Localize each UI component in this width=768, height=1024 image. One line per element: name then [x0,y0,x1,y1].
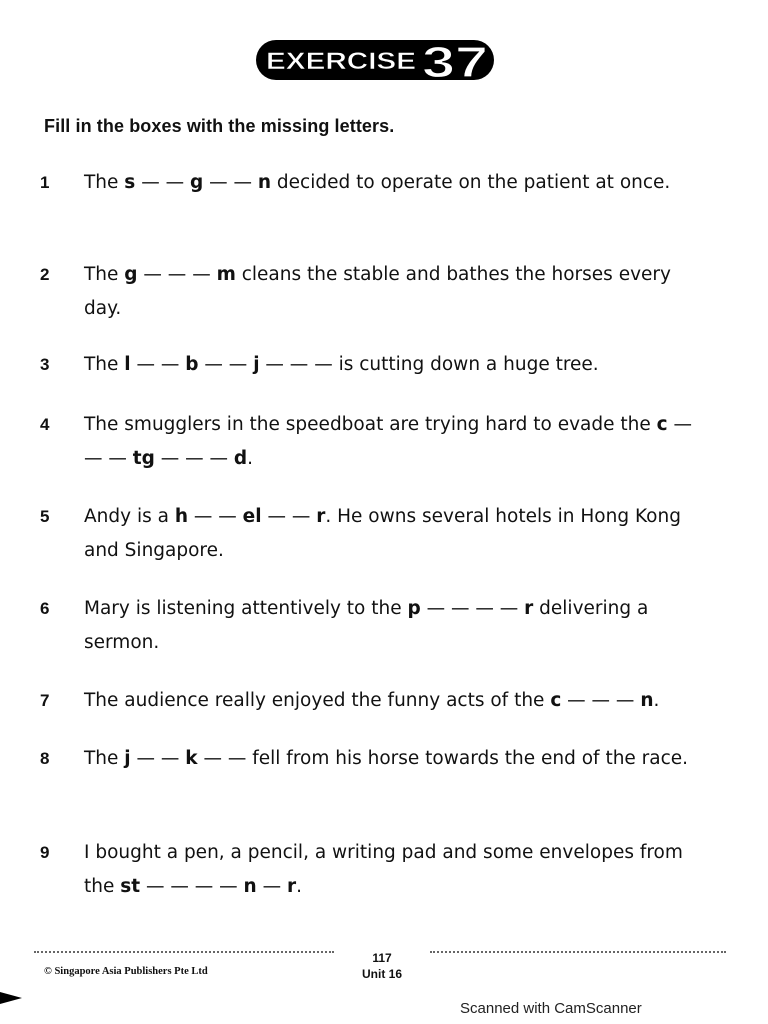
question-item [40,258,730,326]
sentence-text: cleans the stable and bathes the horses every day. [84,264,671,319]
given-letters: c [550,690,562,711]
question-item [40,684,730,718]
sentence-text: . [247,448,254,469]
question-number: 1 [40,173,50,192]
exercise-title [254,34,496,86]
sentence-text: — — [261,506,317,527]
sentence-text: The [84,748,125,769]
sentence-text: — — — [154,448,234,469]
given-letters: n [257,172,272,193]
sentence-text: — — — [84,414,693,469]
question-item [40,408,730,476]
question-item [40,742,730,776]
sentence-text: — — — — [420,598,525,619]
question-number: 7 [40,691,50,710]
sentence-text: Mary is listening attentively to the [84,598,408,619]
instruction-text: Fill in the boxes with the missing letters. [44,116,395,136]
sentence-text: — — fell from his horse towards the end of the race. [197,748,689,769]
sentence-text: — [256,876,287,897]
given-letters: n [243,876,257,897]
publisher-credit: © Singapore Asia Publishers Pte Ltd [44,966,208,977]
unit-label: Unit 16 [361,967,402,981]
page-number: 117 [372,951,392,965]
question-item [40,836,730,904]
question-item [40,592,730,660]
exercise-title-number: 37 [422,38,488,86]
question-sentence [84,500,712,568]
given-letters: el [242,506,262,527]
given-letters: tg [132,448,155,469]
footer-rule-left [34,951,334,953]
given-letters: h [174,506,189,527]
question-sentence [84,742,712,776]
sentence-text: I bought a pen, a pencil, a writing pad and some envelopes from the [84,842,683,897]
sentence-text: . [296,876,302,897]
question-sentence [84,348,712,382]
given-letters: g [189,172,204,193]
given-letters: l [124,354,131,375]
given-letters: n [640,690,654,711]
question-sentence [84,684,712,718]
sentence-text: — — [203,172,258,193]
exercise-title-banner [254,34,496,86]
given-letters: b [185,354,199,375]
question-sentence [84,836,712,904]
given-letters: j [253,354,260,375]
sentence-text: decided to operate on the patient at once. [271,172,671,193]
question-sentence [84,408,712,476]
sentence-text: — — — is cutting down a huge tree. [259,354,599,375]
given-letters: r [524,598,534,619]
question-number: 9 [40,843,50,862]
question-number: 6 [40,599,50,618]
sentence-text: The smugglers in the speedboat are trying hard to evade the [84,414,657,435]
scanner-watermark: Scanned with CamScanner [460,1000,642,1017]
sentence-text: The [84,354,125,375]
given-letters: j [124,748,131,769]
sentence-text: Andy is a [84,506,175,527]
question-item [40,166,730,200]
sentence-text: The [84,172,125,193]
question-number: 8 [40,749,50,768]
sentence-text: . He owns several hotels in Hong Kong and Singapore. [84,506,681,561]
sentence-text: — — [130,354,186,375]
sentence-text: — — — [137,264,217,285]
sentence-text: — — [198,354,254,375]
given-letters: g [124,264,138,285]
sentence-text: The [84,264,125,285]
given-letters: st [120,876,141,897]
question-sentence [84,258,712,326]
given-letters: r [286,876,297,897]
given-letters: m [216,264,236,285]
question-sentence [84,592,712,660]
question-number: 5 [40,507,50,526]
question-number: 3 [40,355,50,374]
given-letters: s [124,172,136,193]
sentence-text: delivering a sermon. [84,598,649,653]
question-number: 4 [40,415,50,434]
given-letters: k [185,748,198,769]
sentence-text: — — — [561,690,641,711]
sentence-text: The audience really enjoyed the funny acts of the [84,690,551,711]
sentence-text: — — — — [140,876,244,897]
question-item [40,500,730,568]
sentence-text: — — [188,506,243,527]
given-letters: r [316,506,326,527]
footer-rule-right [430,951,726,953]
corner-mark-icon [0,992,22,1004]
sentence-text: — — [130,748,186,769]
given-letters: p [407,598,421,619]
sentence-text: — — [135,172,190,193]
page-info [350,950,414,982]
exercise-title-word: EXERCISE [266,48,416,75]
sentence-text: . [653,690,660,711]
given-letters: c [656,414,668,435]
given-letters: d [233,448,248,469]
question-number: 2 [40,265,50,284]
question-sentence [84,166,712,200]
question-item [40,348,730,382]
